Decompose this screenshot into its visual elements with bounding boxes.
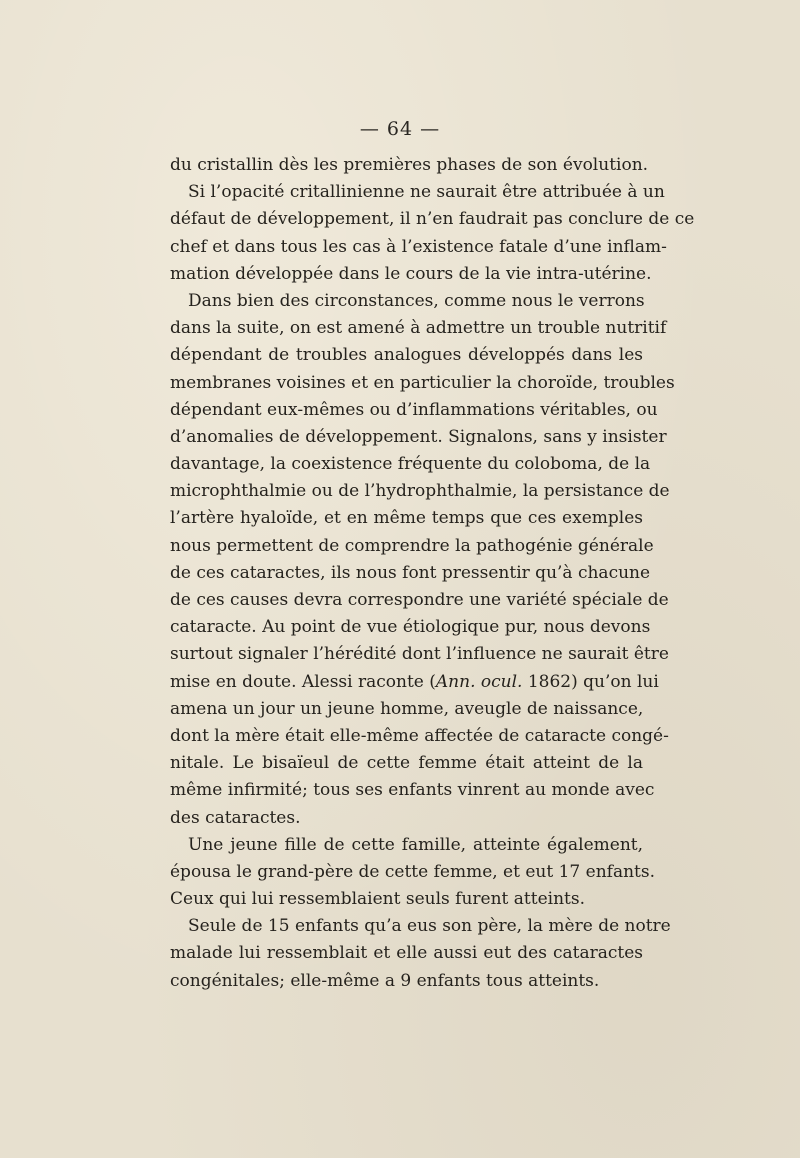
- text-line: membranes voisines et en particulier la choroïde, troubles: [170, 372, 675, 393]
- body-text: [170, 152, 695, 995]
- text-line: défaut de développement, il n’en faudrait pas conclure de ce: [170, 209, 695, 230]
- text-line: congénitales; elle-même a 9 enfants tous atteints.: [170, 970, 600, 991]
- citation-after: 1862) qu’on lui: [522, 671, 659, 692]
- text-line: de ces causes devra correspondre une variété spéciale de: [170, 590, 669, 610]
- text-line: dépendant de troubles analogues développés dans les: [170, 345, 643, 366]
- text-line: même infirmité; tous ses enfants vinrent au monde avec: [170, 780, 655, 801]
- text-line: Une jeune fille de cette famille, atteinte également,: [188, 834, 643, 855]
- text-line: mation développée dans le cours de la vie intra-utérine.: [170, 263, 652, 284]
- text-line: du cristallin dès les premières phases de son évolution.: [170, 155, 649, 175]
- text-line: l’artère hyaloïde, et en même temps que ces exemples: [170, 508, 643, 529]
- text-line: dans la suite, on est amené à admettre un trouble nutritif: [170, 318, 667, 339]
- text-line: nous permettent de comprendre la pathogénie générale: [170, 535, 654, 556]
- text-line: amena un jour un jeune homme, aveugle de naissance,: [170, 698, 644, 719]
- text-line: des cataractes.: [170, 807, 301, 828]
- text-line: Dans bien des circonstances, comme nous le verrons: [188, 290, 645, 311]
- text-line: Seule de 15 enfants qu’a eus son père, la mère de notre: [188, 916, 671, 937]
- text-line: d’anomalies de développement. Signalons, sans y insister: [170, 426, 667, 447]
- text-line: dont la mère était elle-même affectée de cataracte congé-: [170, 725, 669, 746]
- text-line: nitale. Le bisaïeul de cette femme était atteint de la: [170, 753, 643, 774]
- text-line: Si l’opacité critallinienne ne saurait être attribuée à un: [188, 182, 665, 203]
- text-line: dépendant eux-mêmes ou d’inflammations véritables, ou: [170, 399, 658, 420]
- text-line: davantage, la coexistence fréquente du coloboma, de la: [170, 454, 651, 475]
- text-line: surtout signaler l’hérédité dont l’influence ne saurait être: [170, 644, 669, 665]
- text-line: malade lui ressemblait et elle aussi eut des cataractes: [170, 943, 643, 964]
- page-number: — 64 —: [359, 118, 441, 140]
- text-line: cataracte. Au point de vue étiologique pur, nous devons: [170, 617, 651, 638]
- text-line-citation: [170, 669, 659, 696]
- text-line: Ceux qui lui ressemblaient seuls furent atteints.: [170, 889, 585, 910]
- text-line: chef et dans tous les cas à l’existence fatale d’une inflam-: [170, 236, 667, 257]
- text-line: épousa le grand-père de cette femme, et eut 17 enfants.: [170, 861, 655, 882]
- citation-before: mise en doute. Alessi raconte (: [170, 671, 436, 692]
- text-line: de ces cataractes, ils nous font pressentir qu’à chacune: [170, 562, 651, 583]
- text-line: microphthalmie ou de l’hydrophthalmie, la persistance de: [170, 481, 670, 502]
- citation-journal: Ann. ocul.: [435, 671, 523, 692]
